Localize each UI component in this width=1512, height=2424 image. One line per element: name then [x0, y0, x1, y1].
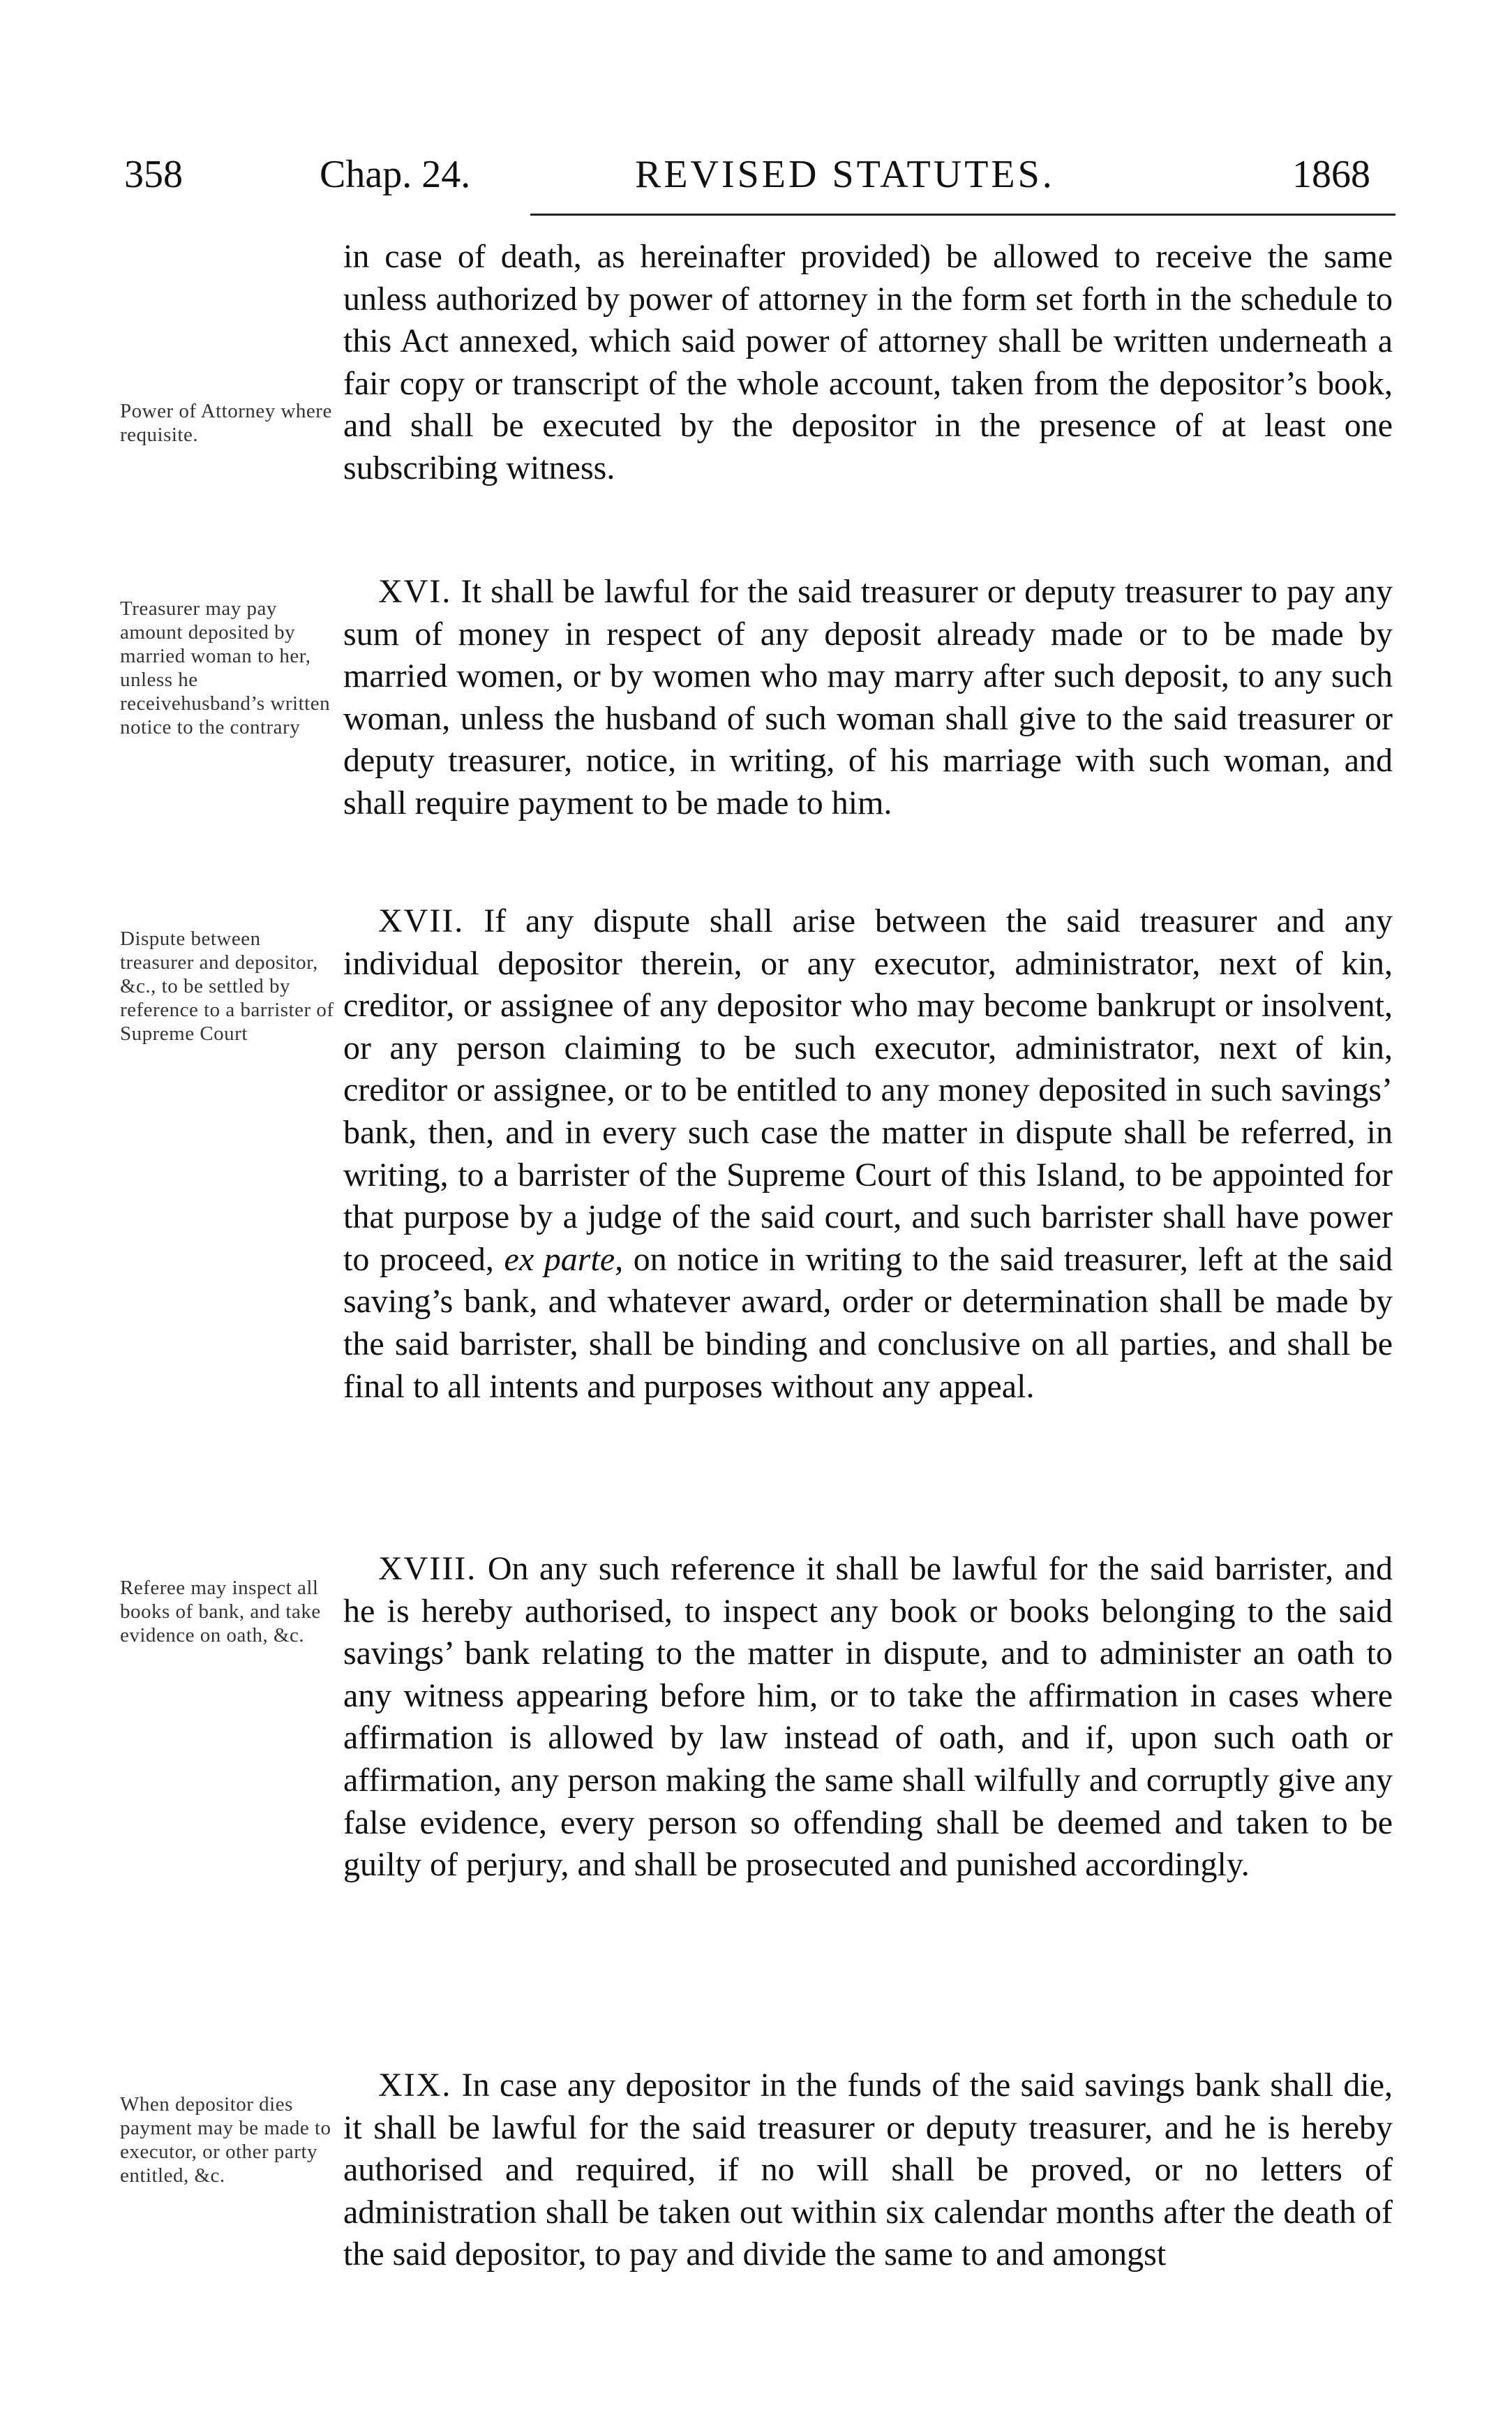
running-header [0, 0, 1512, 209]
margin-note-dispute: Dispute between treasurer and depositor, &c., to be settled by reference to a barrister of Supreme Court [120, 928, 334, 1045]
margin-note-referee: Referee may inspect all books of bank, and take evidence on oath, &c. [120, 1577, 321, 1646]
margin-note-depositor-dies: When depositor dies payment may be made to executor, or other party entitled, &c. [120, 2093, 331, 2187]
year-label: 1868 [1292, 153, 1370, 196]
margin-note-power-of-attorney: Power of Attorney where requisite. [120, 400, 332, 446]
paragraph-xvi [343, 571, 1393, 825]
section-text-xix: In case any depositor in the funds of the said savings bank shall die, it shall be lawful for the said treasurer or deputy treasurer, and he is hereby authorised and required, if no will shall be proved, or no letters of administration shall be taken out within six calendar months after the death of the said depositor, to pay and divide the same to and amongst [343, 2067, 1393, 2273]
running-title: REVISED STATUTES. [635, 153, 1055, 196]
margin-note-treasurer-may-pay: Treasurer may pay amount deposited by married woman to her, unless he receivehusband’s written notice to the contrary [120, 597, 331, 738]
section-number-xvii: XVII. [378, 902, 465, 939]
section-number-xviii: XVIII. [378, 1550, 477, 1587]
section-number-xvi: XVI. [378, 573, 452, 610]
ex-parte-italic: ex parte, [504, 1240, 624, 1278]
paragraph-xvii [343, 900, 1393, 1408]
section-text-xvii-a: If any dispute shall arise between the said treasurer and any individual depositor therein, or any executor, administrator, next of kin, creditor, or assignee of any depositor who may become bankrupt or insolvent, or any person claiming to be such executor, administrator, next of kin, creditor or assignee, or to be entitled to any money deposited in such savings’ bank, then, and in every such case the matter in dispute shall be referred, in writing, to a barrister of the Supreme Court of this Island, to be appointed for that purpose by a judge of the said court, and such barrister shall have power to proceed, [343, 902, 1393, 1278]
header-rule [530, 214, 1395, 216]
section-text-xvii-b: on notice in writing to the said treasurer, left at the said saving’s bank, and whatever award, order or determination shall be made by the said barrister, shall be binding and conclusive on all parties, and shall be final to all intents and purposes without any appeal. [343, 1240, 1393, 1405]
chapter-label: Chap. 24. [320, 153, 471, 196]
page-number: 358 [124, 153, 183, 196]
section-number-xix: XIX. [378, 2067, 452, 2104]
section-text-xvi: It shall be lawful for the said treasurer or deputy treasurer to pay any sum of money in respect of any deposit already made or to be made by married women, or by women who may marry after such deposit, to any such woman, unless the husband of such woman shall give to the said treasurer or deputy treasurer, notice, in writing, of his marriage with such woman, and shall require payment to be made to him. [343, 573, 1393, 821]
paragraph-continuation: in case of death, as hereinafter provided) be allowed to receive the same unless authorized by power of attorney in the form set forth in the schedule to this Act annexed, which said power of attorney shall be written underneath a fair copy or transcript of the whole account, taken from the depositor’s book, and shall be executed by the depositor in the presence of at least one subscribing witness. [343, 238, 1393, 486]
paragraph-xviii [343, 1548, 1393, 1887]
paragraph-xix [343, 2065, 1393, 2276]
section-text-xviii: On any such reference it shall be lawful for the said barrister, and he is hereby authorised, to inspect any book or books belonging to the said savings’ bank relating to the matter in dispute, and to administer an oath to any witness appearing before him, or to take the affirmation in cases where affirmation is allowed by law instead of oath, and if, upon such oath or affirmation, any person making the same shall wilfully and corruptly give any false evidence, every person so offending shall be deemed and taken to be guilty of perjury, and shall be prosecuted and punished accordingly. [343, 1550, 1393, 1884]
